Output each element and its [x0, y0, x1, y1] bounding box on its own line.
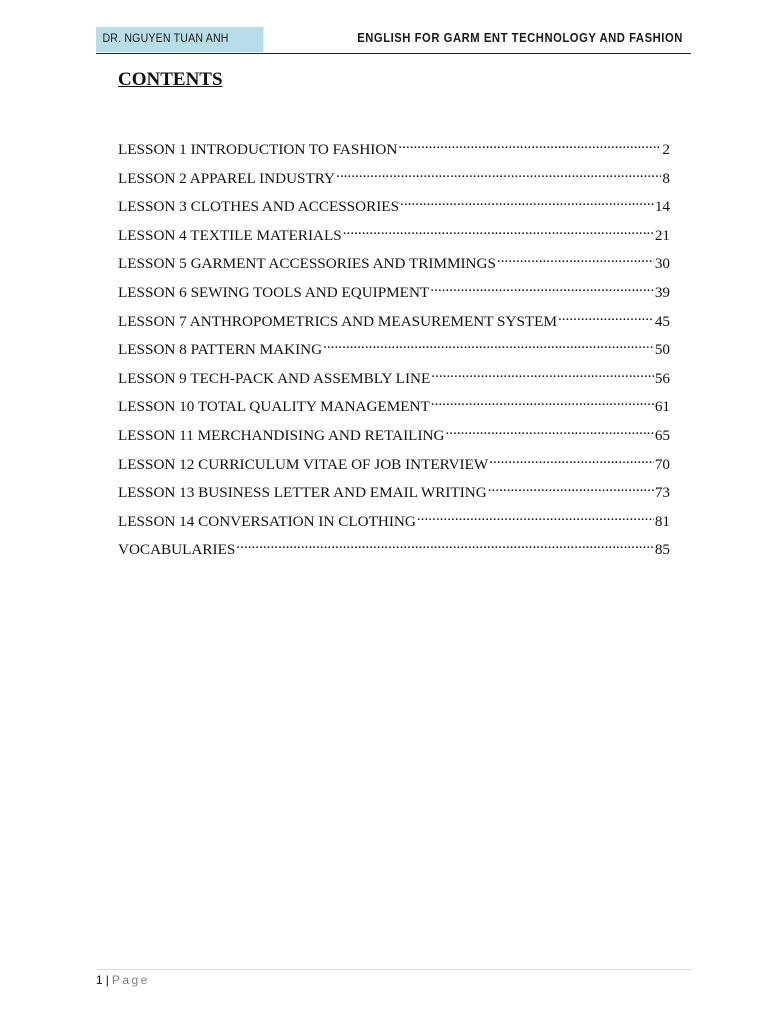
page-header [96, 27, 691, 54]
toc-entry[interactable] [118, 449, 670, 478]
toc-entry-label: LESSON 12 CURRICULUM VITAE OF JOB INTERVIEW [118, 455, 489, 473]
toc-entry-label: LESSON 7 ANTHROPOMETRICS AND MEASUREMENT SYSTEM [118, 312, 557, 330]
toc-entry-page: 8 [662, 169, 670, 187]
toc-entry-page: 45 [654, 312, 670, 330]
header-author: DR. NGUYEN TUAN ANH [96, 27, 263, 52]
toc-entry-label: LESSON 1 INTRODUCTION TO FASHION [118, 141, 398, 158]
toc-entry-page: 56 [654, 369, 670, 387]
contents-heading: CONTENTS [118, 69, 223, 90]
toc-dot-leader [417, 506, 654, 526]
page-footer [96, 969, 693, 987]
toc-entry[interactable] [118, 334, 670, 363]
header-title: ENGLISH FOR GARM ENT TECHNOLOGY AND FASHION [357, 31, 683, 45]
toc-entry-label: LESSON 5 GARMENT ACCESSORIES AND TRIMMINGS [118, 255, 496, 273]
footer-page-label: Page [111, 973, 150, 987]
toc-entry-label: LESSON 13 BUSINESS LETTER AND EMAIL WRITING [118, 484, 487, 502]
toc-entry-label: LESSON 2 APPAREL INDUSTRY [118, 169, 336, 187]
toc-dot-leader [343, 220, 654, 240]
toc-dot-leader [336, 163, 661, 183]
footer-page-number: 1 [96, 973, 103, 987]
toc-entry-label: LESSON 3 CLOTHES AND ACCESSORIES [118, 198, 400, 216]
toc-entry-page: 61 [654, 398, 670, 416]
toc-dot-leader [431, 391, 654, 411]
toc-dot-leader [489, 449, 654, 469]
toc-entry[interactable] [118, 306, 670, 335]
toc-dot-leader [430, 277, 654, 297]
toc-dot-leader [431, 363, 654, 383]
toc-entry-page: 65 [654, 426, 670, 444]
toc-entry-page: 81 [654, 512, 670, 530]
toc-entry-label: LESSON 9 TECH-PACK AND ASSEMBLY LINE [118, 369, 431, 387]
toc-entry-page: 70 [654, 455, 670, 473]
toc-entry[interactable] [118, 506, 670, 535]
toc-dot-leader [400, 191, 654, 211]
toc-entry-page: 73 [654, 484, 670, 502]
toc-entry[interactable] [118, 134, 670, 163]
toc-dot-leader [323, 334, 654, 354]
toc-entry-page: 50 [654, 341, 670, 359]
toc-entry-label: LESSON 11 MERCHANDISING AND RETAILING [118, 426, 445, 444]
toc-dot-leader [558, 306, 654, 326]
toc-entry-page: 2 [662, 141, 670, 158]
toc-entry-page: 14 [654, 198, 670, 216]
toc-entry-label: VOCABULARIES [118, 541, 236, 559]
toc-entry[interactable] [118, 534, 670, 563]
toc-entry-page: 85 [654, 541, 670, 559]
toc-entry-label: LESSON 10 TOTAL QUALITY MANAGEMENT [118, 398, 430, 416]
toc-entry-label: LESSON 14 CONVERSATION IN CLOTHING [118, 512, 416, 530]
toc-dot-leader [488, 477, 654, 497]
toc-dot-leader [398, 134, 661, 154]
toc-entry[interactable] [118, 248, 670, 277]
toc-entry[interactable] [118, 477, 670, 506]
toc-entry-page: 21 [654, 226, 670, 244]
toc-entry[interactable] [118, 163, 670, 192]
toc-dot-leader [497, 248, 654, 268]
table-of-contents [118, 134, 670, 563]
toc-entry-label: LESSON 8 PATTERN MAKING [118, 341, 323, 359]
toc-entry[interactable] [118, 420, 670, 449]
toc-entry-page: 39 [654, 283, 670, 301]
toc-entry[interactable] [118, 391, 670, 420]
toc-entry[interactable] [118, 277, 670, 306]
toc-entry-label: LESSON 6 SEWING TOOLS AND EQUIPMENT [118, 283, 430, 301]
toc-entry-label: LESSON 4 TEXTILE MATERIALS [118, 226, 342, 244]
toc-entry[interactable] [118, 363, 670, 392]
toc-entry[interactable] [118, 220, 670, 249]
toc-dot-leader [445, 420, 653, 440]
toc-entry-page: 30 [654, 255, 670, 273]
toc-entry[interactable] [118, 191, 670, 220]
footer-separator: | [105, 973, 109, 987]
toc-dot-leader [236, 534, 654, 554]
